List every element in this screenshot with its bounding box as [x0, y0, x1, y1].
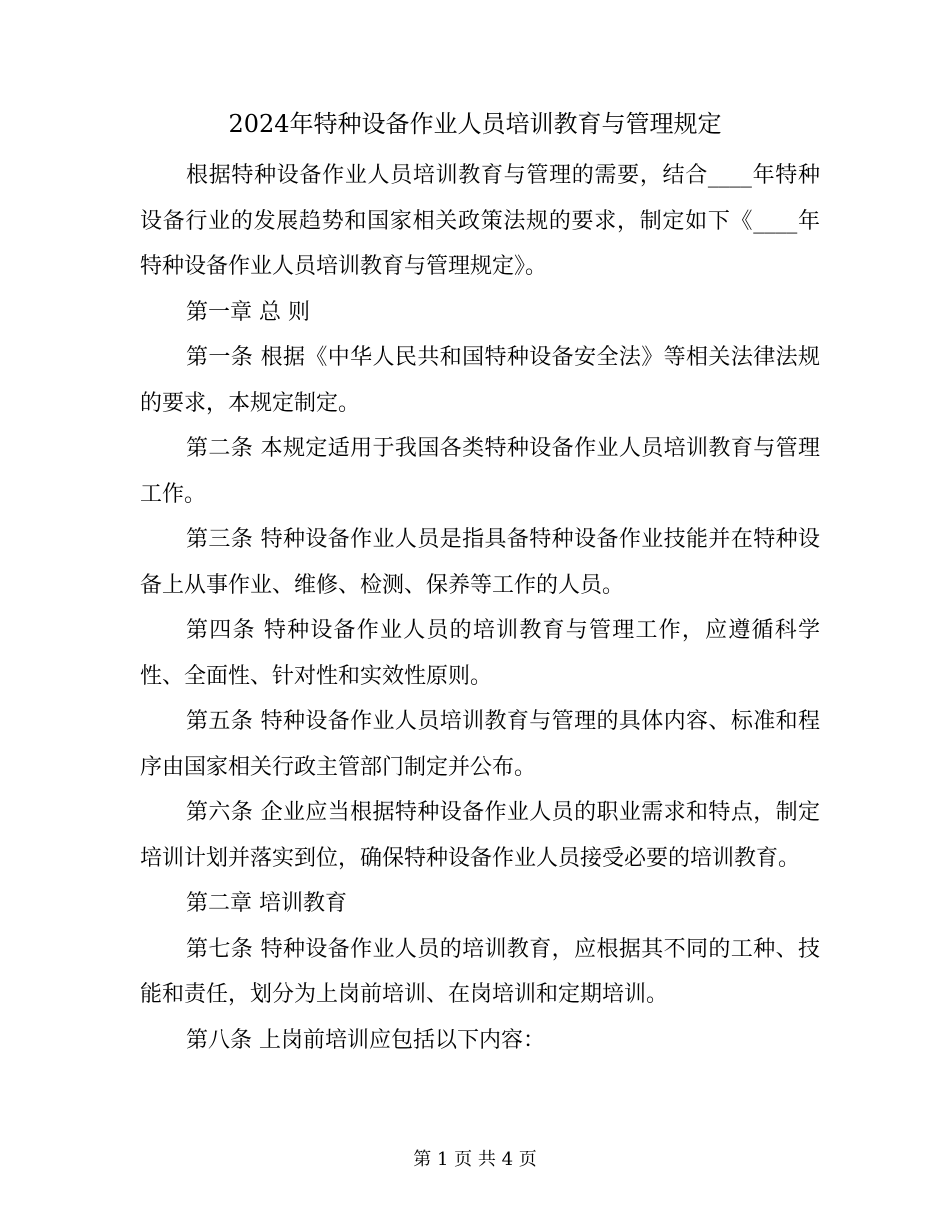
article-5: 第五条 特种设备作业人员培训教育与管理的具体内容、标准和程序由国家相关行政主管部门制定并公布。 — [140, 709, 820, 780]
article-3: 第三条 特种设备作业人员是指具备特种设备作业技能并在特种设备上从事作业、维修、检测、保养等工作的人员。 — [140, 527, 820, 598]
document-body — [140, 153, 820, 1063]
article-8: 第八条 上岗前培训应包括以下内容： — [186, 1027, 545, 1053]
document-title: 2024年特种设备作业人员培训教育与管理规定 — [228, 110, 722, 138]
chapter-heading-1: 第一章 总 则 — [186, 299, 310, 325]
chapter-heading-2: 第二章 培训教育 — [186, 891, 347, 916]
page-number-footer: 第 1 页 共 4 页 — [413, 1149, 537, 1170]
article-4: 第四条 特种设备作业人员的培训教育与管理工作，应遵循科学性、全面性、针对性和实效性原则。 — [140, 618, 820, 689]
article-2: 第二条 本规定适用于我国各类特种设备作业人员培训教育与管理工作。 — [140, 436, 820, 507]
intro-paragraph: 根据特种设备作业人员培训教育与管理的需要，结合____年特种设备行业的发展趋势和国家相关政策法规的要求，制定如下《____年特种设备作业人员培训教育与管理规定》。 — [140, 163, 820, 279]
article-6: 第六条 企业应当根据特种设备作业人员的职业需求和特点，制定培训计划并落实到位，确保特种设备作业人员接受必要的培训教育。 — [140, 800, 820, 871]
article-7: 第七条 特种设备作业人员的培训教育，应根据其不同的工种、技能和责任，划分为上岗前培训、在岗培训和定期培训。 — [140, 936, 820, 1007]
article-1: 第一条 根据《中华人民共和国特种设备安全法》等相关法律法规的要求，本规定制定。 — [140, 345, 820, 416]
